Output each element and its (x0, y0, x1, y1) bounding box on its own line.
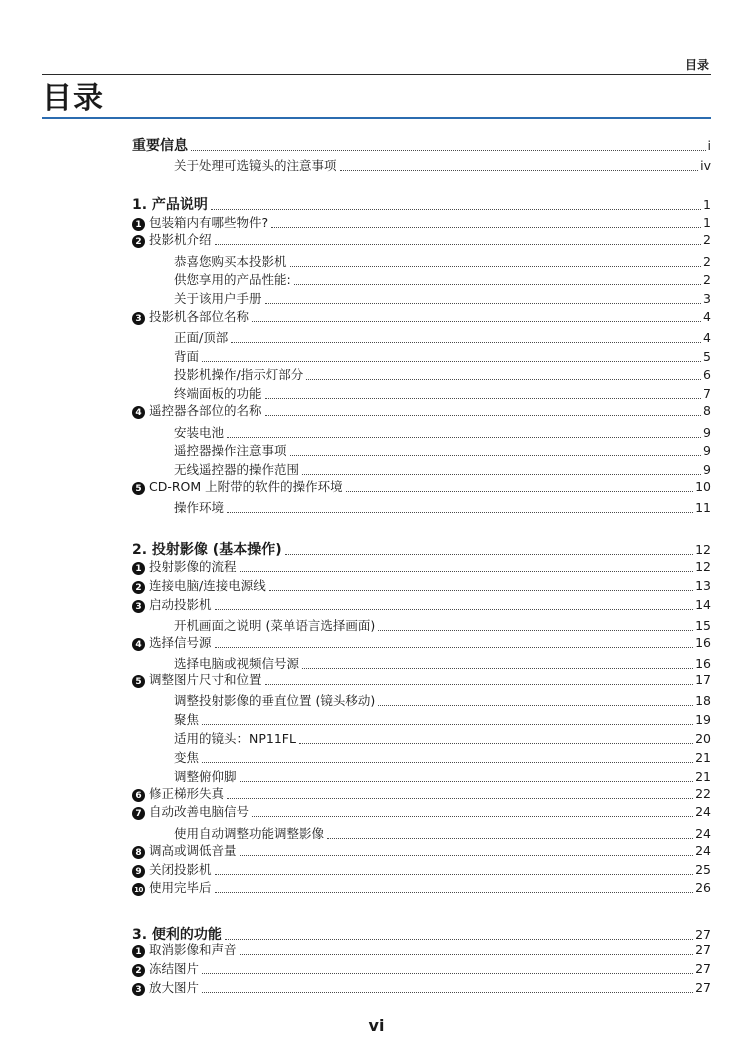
toc-page-number: 21 (695, 769, 711, 784)
section-number-badge: 2 (132, 964, 145, 977)
toc-entry-label: 连接电脑/连接电源线 (149, 578, 266, 593)
dot-leader (202, 973, 693, 974)
toc-entry-label: 投影机操作/指示灯部分 (174, 367, 304, 382)
toc-page-number: 6 (703, 367, 711, 382)
toc-page-number: 14 (695, 597, 711, 612)
section-number-badge: 2 (132, 581, 145, 594)
toc-page-number: 15 (695, 618, 711, 633)
toc-subsection-entry[interactable] (174, 500, 711, 516)
section-number-badge: 1 (132, 945, 145, 958)
toc-page-number: 9 (703, 462, 711, 477)
dot-leader (294, 284, 701, 285)
toc-subsection-entry[interactable] (174, 712, 711, 728)
toc-entry-label: 遥控器各部位的名称 (149, 403, 262, 418)
dot-leader (215, 609, 694, 610)
toc-entry-label: 取消影像和声音 (149, 942, 237, 957)
toc-subsection-entry[interactable] (174, 386, 711, 402)
section-number-badge: 1 (132, 218, 145, 231)
dot-leader (225, 939, 693, 940)
dot-leader (265, 684, 694, 685)
toc-page-number: 27 (695, 980, 711, 995)
toc-page-number: 2 (703, 232, 711, 247)
toc-page-number: 4 (703, 330, 711, 345)
toc-entry-label: 调整图片尺寸和位置 (149, 672, 262, 687)
toc-section-entry[interactable] (132, 479, 711, 495)
toc-page-number: 27 (695, 942, 711, 957)
toc-entry-label: 背面 (174, 349, 200, 364)
dot-leader (285, 554, 693, 555)
toc-page-number: iv (700, 158, 711, 173)
dot-leader (302, 668, 693, 669)
toc-page-number: 1 (703, 197, 711, 212)
toc-page-number: 7 (703, 386, 711, 401)
toc-entry-label: 操作环境 (174, 500, 225, 515)
toc-subsection-entry[interactable] (174, 462, 711, 478)
toc-section-entry[interactable] (132, 635, 711, 651)
toc-page-number: 9 (703, 425, 711, 440)
dot-leader (252, 321, 701, 322)
toc-entry-label: 2. 投射影像 (基本操作) (132, 542, 282, 558)
section-number-badge: 4 (132, 638, 145, 651)
toc-page-number: i (707, 138, 711, 153)
toc-entry-label: 投射影像的流程 (149, 559, 237, 574)
toc-section-entry[interactable] (132, 862, 711, 878)
toc-subsection-entry[interactable] (174, 769, 711, 785)
dot-leader (240, 571, 694, 572)
dot-leader (299, 743, 693, 744)
section-number-badge: 4 (132, 406, 145, 419)
dot-leader (215, 874, 694, 875)
toc-subsection-entry[interactable] (174, 272, 711, 288)
toc-page-number: 8 (703, 403, 711, 418)
toc-subsection-entry[interactable] (174, 693, 711, 709)
toc-page-number: 12 (695, 542, 711, 557)
toc-entry-label: 关于该用户手册 (174, 291, 262, 306)
toc-section-entry[interactable] (132, 578, 711, 594)
toc-entry-label: 调整投射影像的垂直位置 (镜头移动) (174, 693, 376, 708)
toc-page-number: 24 (695, 843, 711, 858)
toc-entry-label: 重要信息 (132, 138, 188, 154)
dot-leader (215, 892, 694, 893)
dot-leader (211, 209, 701, 210)
dot-leader (290, 455, 702, 456)
dot-leader (340, 170, 699, 171)
toc-page-number: 12 (695, 559, 711, 574)
toc-page-number: 27 (695, 961, 711, 976)
toc-chapter-entry[interactable] (132, 137, 711, 155)
section-number-badge: 1 (132, 562, 145, 575)
dot-leader (215, 647, 694, 648)
toc-entry-label: 使用自动调整功能调整影像 (174, 826, 325, 841)
toc-subsection-entry[interactable] (174, 731, 711, 747)
toc-page-number: 24 (695, 804, 711, 819)
toc-entry-label: 关于处理可选镜头的注意事项 (174, 158, 337, 173)
toc-section-entry[interactable] (132, 786, 711, 802)
toc-entry-label: 投影机各部位名称 (149, 309, 250, 324)
dot-leader (191, 150, 706, 151)
section-number-badge: 6 (132, 789, 145, 802)
toc-page-number: 20 (695, 731, 711, 746)
toc-subsection-entry[interactable] (174, 750, 711, 766)
toc-page-number: 22 (695, 786, 711, 801)
toc-entry-label: 1. 产品说明 (132, 197, 208, 213)
dot-leader (202, 361, 701, 362)
dot-leader (378, 630, 693, 631)
dot-leader (227, 512, 693, 513)
section-number-badge: 5 (132, 482, 145, 495)
toc-subsection-entry[interactable] (174, 443, 711, 459)
toc-entry-label: 终端面板的功能 (174, 386, 262, 401)
toc-subsection-entry[interactable] (174, 349, 711, 365)
toc-section-entry[interactable] (132, 843, 711, 859)
toc-entry-label: 选择电脑或视频信号源 (174, 656, 300, 671)
toc-entry-label: 3. 便利的功能 (132, 927, 222, 943)
section-number-badge: 9 (132, 865, 145, 878)
toc-page-number: 17 (695, 672, 711, 687)
toc-entry-label: 调整俯仰脚 (174, 769, 237, 784)
dot-leader (269, 590, 693, 591)
dot-leader (252, 816, 693, 817)
toc-subsection-entry[interactable] (174, 656, 711, 672)
toc-entry-label: 使用完毕后 (149, 880, 212, 895)
toc-entry-label: 修正梯形失真 (149, 786, 225, 801)
toc-entry-label: 适用的镜头：NP11FL (174, 731, 296, 746)
toc-section-entry[interactable] (132, 559, 711, 575)
toc-page-number: 24 (695, 826, 711, 841)
dot-leader (240, 855, 694, 856)
toc-page-number: 11 (695, 500, 711, 515)
toc-page-number: 3 (703, 291, 711, 306)
toc-page-number: 21 (695, 750, 711, 765)
dot-leader (202, 762, 693, 763)
toc-section-entry[interactable] (132, 880, 711, 896)
section-number-badge: 10 (132, 883, 145, 896)
dot-leader (271, 227, 701, 228)
toc-entry-label: 选择信号源 (149, 635, 212, 650)
dot-leader (240, 781, 694, 782)
toc-subsection-entry[interactable] (174, 254, 711, 270)
dot-leader (306, 379, 701, 380)
toc-section-entry[interactable] (132, 672, 711, 688)
toc-section-entry[interactable] (132, 403, 711, 419)
toc-subsection-entry[interactable] (174, 425, 711, 441)
toc-page-number: 2 (703, 254, 711, 269)
toc-entry-label: 变焦 (174, 750, 200, 765)
toc-entry-label: 聚焦 (174, 712, 200, 727)
dot-leader (290, 266, 702, 267)
toc-entry-label: CD-ROM 上附带的软件的操作环境 (149, 479, 343, 494)
dot-leader (265, 415, 702, 416)
dot-leader (227, 798, 693, 799)
page-title: 目录 (42, 81, 104, 116)
toc-page-number: 26 (695, 880, 711, 895)
toc-entry-label: 供您享用的产品性能: (174, 272, 291, 287)
toc-entry-label: 调高或调低音量 (149, 843, 237, 858)
dot-leader (378, 705, 693, 706)
toc-page-number: 4 (703, 309, 711, 324)
toc-entry-label: 包装箱内有哪些物件? (149, 215, 269, 230)
page-number: vi (368, 1016, 385, 1035)
toc-section-entry[interactable] (132, 232, 711, 248)
toc-page-number: 9 (703, 443, 711, 458)
toc-section-entry[interactable] (132, 309, 711, 325)
dot-leader (231, 342, 701, 343)
dot-leader (327, 838, 693, 839)
toc-subsection-entry[interactable] (174, 330, 711, 346)
section-number-badge: 2 (132, 235, 145, 248)
section-number-badge: 3 (132, 983, 145, 996)
toc-section-entry[interactable] (132, 942, 711, 958)
section-number-badge: 3 (132, 312, 145, 325)
section-number-badge: 3 (132, 600, 145, 613)
dot-leader (202, 992, 693, 993)
toc-page-number: 10 (695, 479, 711, 494)
toc-entry-label: 正面/顶部 (174, 330, 229, 345)
section-number-badge: 5 (132, 675, 145, 688)
dot-leader (240, 954, 694, 955)
dot-leader (346, 491, 693, 492)
toc-page-number: 27 (695, 927, 711, 942)
toc-entry-label: 放大图片 (149, 980, 200, 995)
table-of-contents (132, 0, 711, 1063)
dot-leader (265, 303, 702, 304)
toc-page-number: 25 (695, 862, 711, 877)
toc-section-entry[interactable] (132, 215, 711, 231)
toc-entry-label: 开机画面之说明 (菜单语言选择画面) (174, 618, 376, 633)
toc-subsection-entry[interactable] (174, 158, 711, 174)
dot-leader (227, 437, 701, 438)
toc-subsection-entry[interactable] (174, 291, 711, 307)
toc-page-number: 5 (703, 349, 711, 364)
dot-leader (302, 474, 701, 475)
toc-chapter-entry[interactable] (132, 541, 711, 559)
toc-page-number: 13 (695, 578, 711, 593)
toc-entry-label: 遥控器操作注意事项 (174, 443, 287, 458)
toc-section-entry[interactable] (132, 980, 711, 996)
toc-entry-label: 关闭投影机 (149, 862, 212, 877)
toc-section-entry[interactable] (132, 961, 711, 977)
section-number-badge: 7 (132, 807, 145, 820)
toc-page-number: 18 (695, 693, 711, 708)
toc-page-number: 16 (695, 656, 711, 671)
dot-leader (265, 398, 702, 399)
toc-entry-label: 自动改善电脑信号 (149, 804, 250, 819)
toc-entry-label: 启动投影机 (149, 597, 212, 612)
toc-page-number: 16 (695, 635, 711, 650)
toc-subsection-entry[interactable] (174, 618, 711, 634)
toc-entry-label: 无线遥控器的操作范围 (174, 462, 300, 477)
toc-subsection-entry[interactable] (174, 826, 711, 842)
toc-subsection-entry[interactable] (174, 367, 711, 383)
toc-entry-label: 投影机介绍 (149, 232, 212, 247)
header-label: 目录 (684, 58, 709, 72)
toc-page-number: 19 (695, 712, 711, 727)
dot-leader (202, 724, 693, 725)
toc-page-number: 2 (703, 272, 711, 287)
toc-page-number: 1 (703, 215, 711, 230)
toc-entry-label: 冻结图片 (149, 961, 200, 976)
toc-chapter-entry[interactable] (132, 196, 711, 214)
toc-entry-label: 恭喜您购买本投影机 (174, 254, 287, 269)
toc-entry-label: 安装电池 (174, 425, 225, 440)
section-number-badge: 8 (132, 846, 145, 859)
dot-leader (215, 244, 702, 245)
toc-section-entry[interactable] (132, 804, 711, 820)
toc-section-entry[interactable] (132, 597, 711, 613)
